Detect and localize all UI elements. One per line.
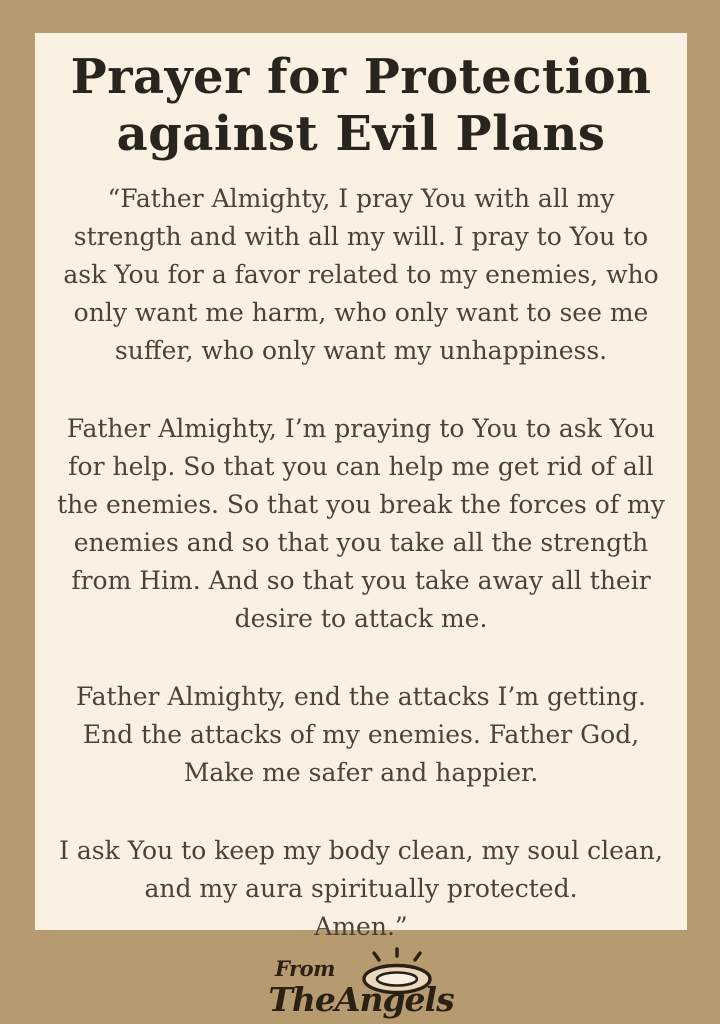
prayer-text [55, 180, 667, 946]
prayer-paragraph: Father Almighty, end the attacks I’m getting. End the attacks of my enemies. Father God, Make me safer and happier. [76, 682, 646, 788]
prayer-paragraph: Father Almighty, I’m praying to You to ask You for help. So that you can help me get rid of all the enemies. So that you break the forces of my enemies and so that you take all the strength from Him. And so that you take away all their desire to attack me. [57, 414, 665, 634]
logo-from-label: From [275, 956, 335, 982]
page-title-line-2: against Evil Plans [116, 105, 606, 162]
page-title-line-1: Prayer for Protection [70, 49, 652, 105]
page-title [55, 49, 667, 162]
prayer-paragraph: “Father Almighty, I pray You with all my strength and with all my will. I pray to You to ask You for a favor related to my enemies, who only want me harm, who only want to see me suffer, who only want my unhappiness. [63, 184, 659, 366]
prayer-card [35, 33, 687, 1020]
prayer-amen-line: Amen.” [314, 912, 408, 942]
logo-brand-label: TheAngels [268, 980, 454, 1020]
prayer-paragraph: I ask You to keep my body clean, my soul clean, and my aura spiritually protected. [59, 836, 663, 904]
from-the-angels-logo [231, 952, 491, 1024]
